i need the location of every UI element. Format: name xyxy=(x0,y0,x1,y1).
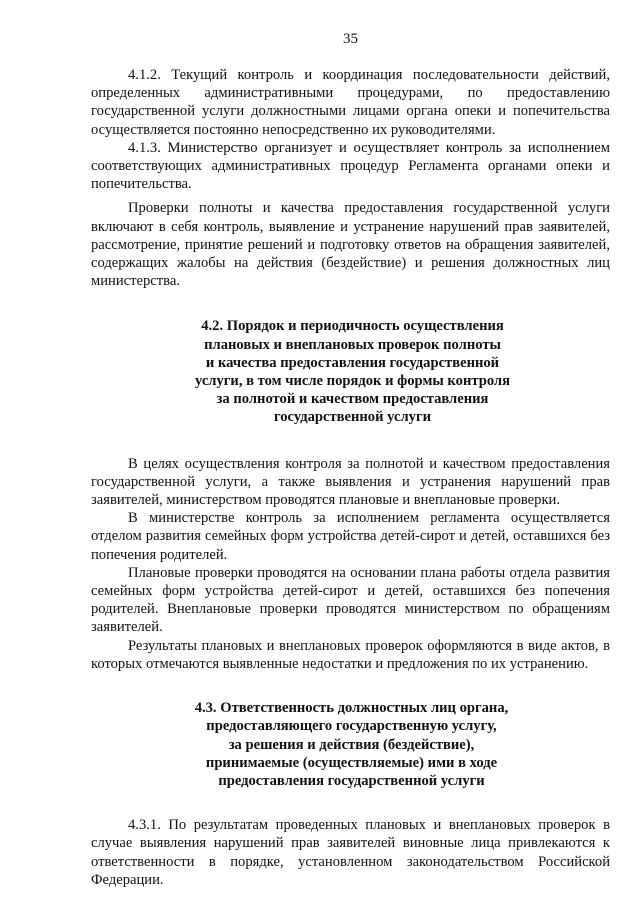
heading-line: услуги, в том числе порядок и формы контроля xyxy=(194,373,511,390)
paragraph-4-1-3: 4.1.3. Министерство организует и осуществляет контроль за исполнением соответствующих административных процедур Регламента органами опеки и попечительства. xyxy=(91,139,610,193)
section-heading-4-2 xyxy=(91,317,610,426)
heading-line: 4.2. Порядок и периодичность осуществления xyxy=(201,318,504,335)
paragraph-4-1-2: 4.1.2. Текущий контроль и координация последовательности действий, определенных административными процедурами, по предоставлению государственной услуги должностными лицами органа опеки и попечительства осуществляется постоянно непосредственно их руководителями. xyxy=(91,67,610,138)
section-heading-4-3 xyxy=(91,699,610,790)
paragraph-planned-checks: Плановые проверки проводятся на основании плана работы отдела развития семейных форм устройства детей-сирот и детей, оставшихся без попечения родителей. Внеплановые проверки проводятся министерством по обращениям заявителей. xyxy=(91,564,610,636)
paragraph-control-goals: В целях осуществления контроля за полнотой и качеством предоставления государственной услуги, а также выявления и устранения нарушений прав заявителей, министерством проводятся плановые и внеплановые проверки. xyxy=(91,455,610,509)
heading-line: принимаемые (осуществляемые) ими в ходе xyxy=(205,754,498,771)
paragraph-4-3-1: 4.3.1. По результатам проведенных плановых и внеплановых проверок в случае выявления нарушений прав заявителей виновные лица привлекаются к ответственности в порядке, установленном законодательством Российской Федерации. xyxy=(91,817,610,888)
heading-line: за решения и действия (бездействие), xyxy=(228,736,475,753)
heading-line: за полнотой и качеством предоставления xyxy=(216,391,489,408)
heading-line: 4.3. Ответственность должностных лиц органа, xyxy=(194,700,509,717)
paragraph-check-results: Результаты плановых и внеплановых проверок оформляются в виде актов, в которых отмечаются выявленные недостатки и предложения по их устранению. xyxy=(91,637,610,672)
heading-line: предоставляющего государственную услугу, xyxy=(206,718,497,735)
paragraph-control-department: В министерстве контроль за исполнением регламента осуществляется отделом развития семейных форм устройства детей-сирот и детей, оставшихся без попечения родителей. xyxy=(91,510,610,563)
heading-line: предоставления государственной услуги xyxy=(218,772,485,789)
heading-line: плановых и внеплановых проверок полноты xyxy=(204,336,501,353)
page-number: 35 xyxy=(343,31,358,47)
paragraph-checks: Проверки полноты и качества предоставления государственной услуги включают в себя контроль, выявление и устранение нарушений прав заявителей, рассмотрение, принятие решений и подготовку ответов на обращения заявителей, содержащих жалобы на действия (бездействие) и решения должностных лиц министерства. xyxy=(91,200,610,290)
heading-line: и качества предоставления государственной xyxy=(205,354,500,371)
heading-line: государственной услуги xyxy=(273,409,432,426)
